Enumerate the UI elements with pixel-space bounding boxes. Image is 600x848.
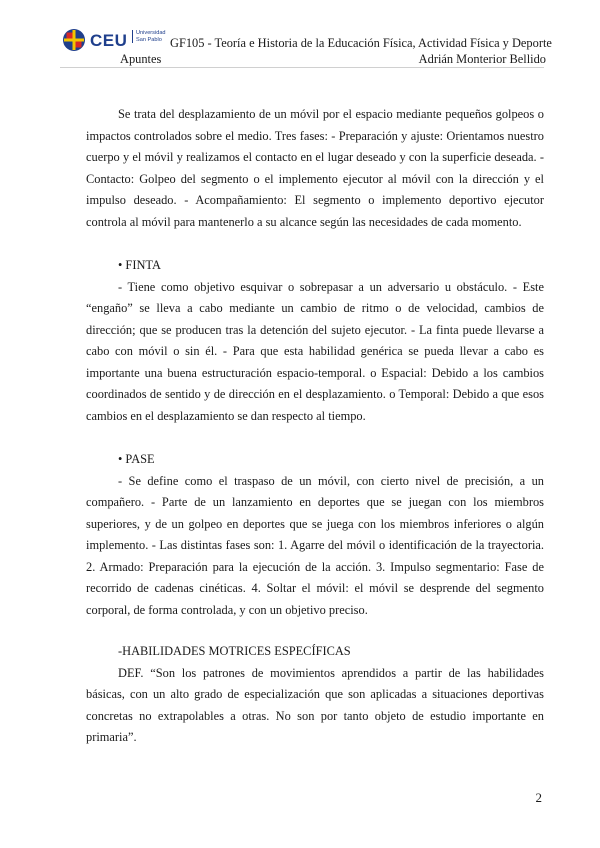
logo-wordmark: CEU — [90, 31, 128, 50]
section-heading: -HABILIDADES MOTRICES ESPECÍFICAS — [118, 644, 351, 658]
intro-paragraph: Se trata del desplazamiento de un móvil por el espacio mediante pequeños golpeos o impactos controlados sobre el medio. Tres fases: - Preparación y ajuste: Orientamos nuestro cuerpo y el móvil y realizamos el contacto en el lugar deseado y con la superficie deseada. - Contacto: Golpeo del segmento o el implemento ejecutor al móvil con la dirección y el impulso deseado. - Acompañamiento: El segmento o implemento deportivo ejecutor controla al móvil para mantenerlo a su alcance según las necesidades de cada momento. — [86, 107, 544, 229]
logo-subtitle: Universidad San Pablo — [132, 30, 176, 43]
document-type: Apuntes — [120, 52, 162, 66]
course-title: GF105 - Teoría e Historia de la Educación Física, Actividad Física y Deporte — [170, 36, 552, 50]
finta-heading: • FINTA — [118, 258, 161, 272]
ceu-logo — [62, 28, 166, 54]
page-header — [62, 22, 552, 66]
page-number: 2 — [535, 790, 542, 805]
pase-paragraph: - Se define como el traspaso de un móvil, con cierto nivel de precisión, a un compañero. - Parte de un lanzamiento en deportes que se juegan con los miembros superiores, y de un golpeo en deportes que se juega con los miembros inferiores o algún implemento. - Las distintas fases son: 1. Agarre del móvil o identificación de la trayectoria. 2. Armado: Preparación para la ejecución de la acción. 3. Impulso segmentario: Fase de recorrido de cadenas cinéticas. 4. Soltar el móvil: el móvil se desprende del segmento corporal, de forma controlada, y con un objetivo preciso. — [86, 473, 544, 617]
page-content — [86, 104, 544, 749]
author-name: Adrián Monterior Bellido — [418, 52, 546, 66]
header-divider — [60, 67, 544, 68]
pase-heading: • PASE — [118, 452, 155, 466]
finta-paragraph: - Tiene como objetivo esquivar o sobrepasar a un adversario u obstáculo. - Este “engaño” se lleva a cabo mediante un cambio de ritmo o de velocidad, cambios de dirección; que se producen tras la detención del sujeto ejecutor. - La finta puede llevarse a cabo con móvil o sin él. - Para que esta habilidad genérica se pueda llevar a cabo es importante una buena estructuración espacio-temporal. o Espacial: Debido a los cambios coordinados de sentido y de dirección en el desplazamiento. o Temporal: Debido a que esos cambios en el desplazamiento se dan respecto al tiempo. — [86, 279, 544, 423]
university-seal-icon — [62, 28, 86, 52]
definition-paragraph: DEF. “Son los patrones de movimientos aprendidos a partir de las habilidades básicas, con un alto grado de especialización que son aplicadas a situaciones deportivas concretas no extrapolables a otras. No son por tanto objeto de estudio importante en primaria”. — [86, 665, 544, 744]
